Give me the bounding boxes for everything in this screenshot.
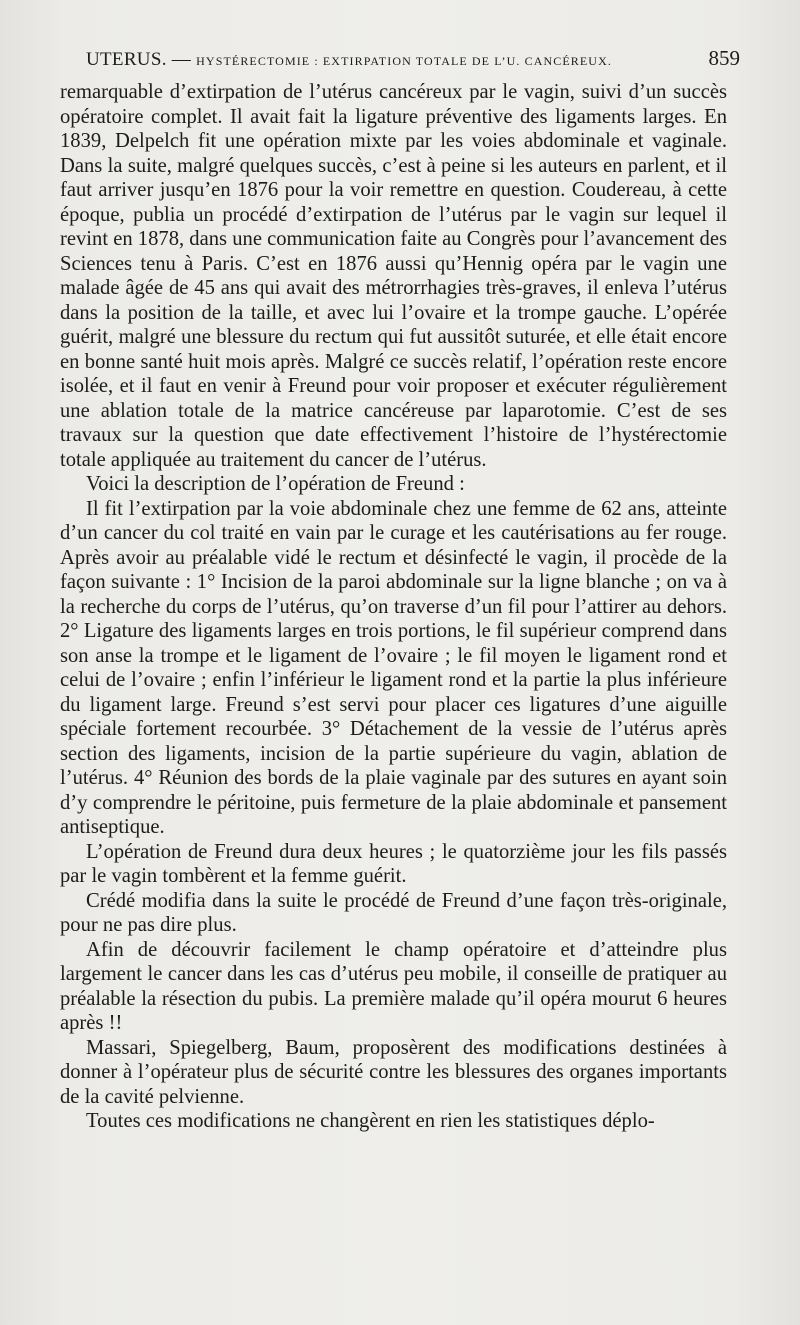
paragraph-statistics: Toutes ces modifications ne changèrent en rien les statistiques déplo- — [86, 1110, 655, 1132]
paragraph-pubis-resection: Afin de découvrir facilement le champ opératoire et d’atteindre plus largement le cancer dans les cas d’utérus peu mobile, il conseille de pratiquer au préalable la résection du pubis. La première malade qu’il opéra mourut 6 heures après !! — [60, 938, 727, 1034]
paragraph-continuation: remarquable d’extirpation de l’utérus cancéreux par le vagin, suivi d’un succès opératoire complet. Il avait fait la ligature préventive des ligaments larges. En 1839, Delpelch fit une opération mixte par les voies abdominale et vaginale. Dans la suite, malgré quelques succès, c’est à peine si les auteurs en parlent, et il faut arriver jusqu’en 1876 pour la voir remettre en question. Coudereau, à cette époque, publia un procédé d’extirpation de l’utérus par le vagin sur lequel il revint en 1878, dans une communication faite au Congrès pour l’avancement des Sciences tenu à Paris. C’est en 1876 aussi qu’Hennig opéra par le vagin une malade âgée de 45 ans qui avait des métrorrhagies très-graves, il enleva l’utérus dans la position de la taille, et avec lui l’ovaire et la trompe gauche. L’opérée guérit, malgré une blessure du rectum qui fut aussitôt suturée, et elle était encore en bonne santé huit mois après. Malgré ce succès relatif, l’opération reste encore isolée, et il faut en venir à Freund pour voir proposer et exécuter régulièrement une ablation totale de la matrice cancéreuse par laparotomie. C’est de ses travaux sur la question que date effectivement l’histoire de l’hystérectomie totale appliquée au traitement du cancer de l’utérus. — [60, 81, 727, 471]
running-title-sub: HYSTÉRECTOMIE : EXTIRPATION TOTALE DE L’U. CANCÉREUX. — [196, 54, 612, 68]
running-title-main: UTERUS. — — [86, 49, 197, 70]
running-header — [86, 46, 740, 74]
running-title — [86, 49, 612, 71]
paragraph-freund-outcome: L’opération de Freund dura deux heures ; le quatorzième jour les fils passés par le vagin tombèrent et la femme guérit. — [60, 840, 727, 887]
paragraph-crede: Crédé modifia dans la suite le procédé de Freund d’une façon très-originale, pour ne pas dire plus. — [60, 889, 727, 936]
page-number: 859 — [708, 46, 740, 70]
paragraph-freund-intro: Voici la description de l’opération de Freund : — [86, 473, 465, 495]
paragraph-modifications: Massari, Spiegelberg, Baum, proposèrent des modifications destinées à donner à l’opérateur plus de sécurité contre les blessures des organes importants de la cavité pelvienne. — [60, 1036, 727, 1108]
paragraph-freund-procedure: Il fit l’extirpation par la voie abdominale chez une femme de 62 ans, atteinte d’un cancer du col traité en vain par le curage et les cautérisations au fer rouge. Après avoir au préalable vidé le rectum et désinfecté le vagin, il procède de la façon suivante : 1° Incision de la paroi abdominale sur la ligne blanche ; on va à la recherche du corps de l’utérus, qu’on traverse d’un fil pour l’attirer au dehors. 2° Ligature des ligaments larges en trois portions, le fil supérieur comprend dans son anse la trompe et le ligament de l’ovaire ; le fil moyen le ligament rond et celui de l’ovaire ; enfin l’inférieur le ligament rond et la partie la plus inférieure du ligament large. Freund s’est servi pour placer ces ligatures d’une aiguille spéciale fortement recourbée. 3° Détachement de la vessie de l’utérus après section des ligaments, incision de la partie supérieure du vagin, ablation de l’utérus. 4° Réunion des bords de la plaie vaginale par des sutures en ayant soin d’y comprendre le péritoine, puis fermeture de la plaie abdominale et pansement antiseptique. — [60, 497, 727, 838]
body-text — [60, 80, 727, 1134]
